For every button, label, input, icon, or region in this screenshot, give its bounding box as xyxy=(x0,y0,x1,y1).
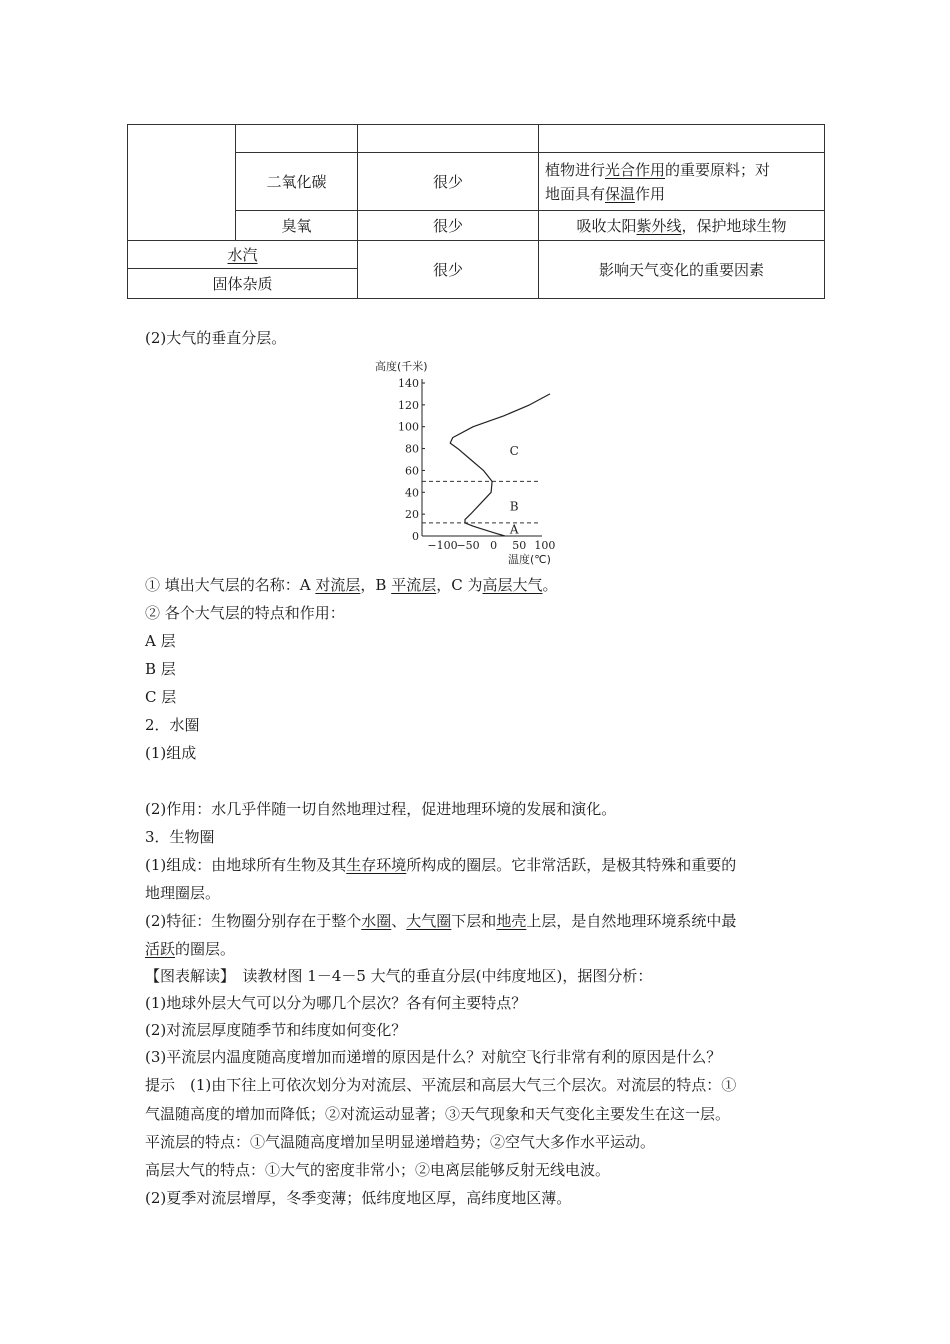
y-tick-label: 60 xyxy=(405,464,419,478)
temperature-curve xyxy=(450,394,550,536)
layer-c-label: C 层 xyxy=(145,688,177,706)
layer-label-b: B xyxy=(509,499,519,514)
hydrosphere-composition: (1)组成 xyxy=(145,744,197,762)
table-cell-co2-role: 植物进行光合作用的重要原料；对 地面具有保温作用 xyxy=(539,153,825,211)
table-cell-merged-role: 影响天气变化的重要因素 xyxy=(539,241,825,299)
answer-2: (2)夏季对流层增厚，冬季变薄；低纬度地区厚，高纬度地区薄。 xyxy=(145,1189,572,1207)
chart-xlabel: 温度(℃) xyxy=(508,553,551,566)
answer-stratosphere: 平流层的特点：①气温随高度增加呈明显递增趋势；②空气大多作水平运动。 xyxy=(145,1133,656,1151)
table-cell xyxy=(236,125,358,153)
layer-name-question: ① 填出大气层的名称：A 对流层，B 平流层，C 为高层大气。 xyxy=(145,576,558,594)
y-tick-label: 140 xyxy=(398,377,419,390)
x-tick-label: 50 xyxy=(512,539,527,552)
figure-question-3: (3)平流层内温度随高度增加而递增的原因是什么？对航空飞行非常有利的原因是什么？ xyxy=(145,1048,722,1066)
biosphere-composition: (1)组成：由地球所有生物及其生存环境所构成的圈层。它非常活跃，是极其特殊和重要的 xyxy=(145,856,737,874)
table-cell-o3-role: 吸收太阳紫外线，保护地球生物 xyxy=(539,211,825,241)
layer-a-label: A 层 xyxy=(145,632,176,650)
layer-label-a: A xyxy=(509,522,519,537)
figure-question-2: (2)对流层厚度随季节和纬度如何变化？ xyxy=(145,1021,407,1039)
table-cell-co2-name: 二氧化碳 xyxy=(236,153,358,211)
vertical-layer-title: (2)大气的垂直分层。 xyxy=(145,329,287,347)
answer-upper-atmosphere: 高层大气的特点：①大气的密度非常小；②电离层能够反射无线电波。 xyxy=(145,1161,611,1179)
answer-1-cont: 气温随高度的增加而降低；②对流运动显著；③天气现象和天气变化主要发生在这一层。 xyxy=(145,1105,731,1123)
hydrosphere-heading: 2．水圈 xyxy=(145,716,200,734)
layer-feature-question: ② 各个大气层的特点和作用： xyxy=(145,604,345,622)
y-tick-label: 80 xyxy=(405,442,419,456)
x-tick-label: −100 xyxy=(427,539,458,552)
y-tick-label: 20 xyxy=(405,508,419,522)
table-cell xyxy=(358,125,539,153)
figure-question-1: (1)地球外层大气可以分为哪几个层次？各有何主要特点？ xyxy=(145,994,527,1012)
table-cell xyxy=(539,125,825,153)
table-cell-water-name: 水汽 xyxy=(128,241,358,269)
atmosphere-vertical-chart xyxy=(375,355,565,570)
biosphere-heading: 3．生物圈 xyxy=(145,828,215,846)
y-tick-label: 120 xyxy=(398,398,419,412)
layer-b-label: B 层 xyxy=(145,660,176,678)
layer-label-c: C xyxy=(509,443,519,458)
biosphere-feature: (2)特征：生物圈分别存在于整个水圈、大气圈下层和地壳上层，是自然地理环境系统中最 xyxy=(145,912,737,930)
biosphere-composition-cont: 地理圈层。 xyxy=(145,884,221,902)
hydrosphere-function: (2)作用：水几乎伴随一切自然地理过程，促进地理环境的发展和演化。 xyxy=(145,800,617,818)
x-tick-label: 0 xyxy=(490,539,498,552)
table-cell-o3-amount: 很少 xyxy=(358,211,539,241)
table-cell-co2-amount: 很少 xyxy=(358,153,539,211)
atmosphere-composition-table xyxy=(127,124,825,299)
table-cell-solid-name: 固体杂质 xyxy=(128,269,358,299)
y-tick-label: 100 xyxy=(398,420,419,434)
answer-1: 提示 (1)由下往上可依次划分为对流层、平流层和高层大气三个层次。对流层的特点：① xyxy=(145,1076,737,1094)
table-cell-merged-amount: 很少 xyxy=(358,241,539,299)
table-cell-o3-name: 臭氧 xyxy=(236,211,358,241)
table-merged-cell xyxy=(128,125,236,241)
figure-analysis-intro: 【图表解读】 读教材图 1－4－5 大气的垂直分层(中纬度地区)，据图分析： xyxy=(145,967,653,985)
x-tick-label: −50 xyxy=(456,539,480,552)
chart-ylabel: 高度(千米) xyxy=(375,360,428,373)
y-tick-label: 0 xyxy=(412,530,419,543)
biosphere-feature-cont: 活跃的圈层。 xyxy=(145,940,236,958)
x-tick-label: 100 xyxy=(534,539,556,552)
y-tick-label: 40 xyxy=(405,486,419,500)
